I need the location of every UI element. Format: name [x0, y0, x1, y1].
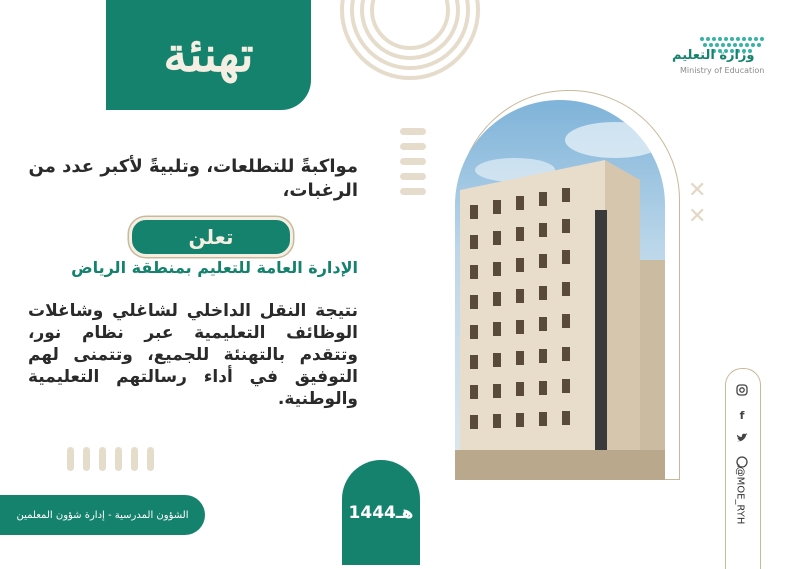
ministry-name-en: Ministry of Education — [680, 66, 765, 75]
intro-text: مواكبةً للتطلعات، وتلبيةً لأكبر عدد من الرغبات، — [28, 156, 358, 201]
instagram-icon[interactable] — [734, 384, 750, 400]
page-title: تهنئة — [163, 27, 254, 83]
decorative-crosses: ✕ ✕ — [688, 178, 707, 229]
building-photo — [455, 100, 665, 480]
social-handle-container — [728, 440, 752, 560]
year-text: 1444هـ — [348, 502, 414, 523]
footer-badge — [0, 495, 205, 535]
year-badge — [342, 460, 420, 565]
decorative-lines — [400, 128, 426, 203]
announce-label: تعلن — [188, 225, 234, 249]
body-text: نتيجة النقل الداخلي لشاغلي وشاغلات الوظائف التعليمية عبر نظام نور، وتتقدم بالتهنئة للجميع، وتتمنى لهم التوفيق في أداء رسالتهم التعليمية والوطنية. — [28, 301, 358, 409]
social-handle[interactable]: @MOE_RYH — [734, 466, 746, 525]
decorative-rings — [340, 0, 480, 80]
building-illustration — [455, 100, 665, 480]
ministry-name-ar: وزارة التعليم — [672, 48, 755, 63]
department-name: الإدارة العامة للتعليم بمنطقة الرياض — [71, 258, 358, 277]
title-banner — [106, 0, 311, 110]
announce-badge — [129, 217, 293, 257]
decorative-lines-bottom — [67, 447, 154, 471]
footer-text: الشؤون المدرسية - إدارة شؤون المعلمين — [16, 509, 189, 521]
facebook-icon[interactable]: f — [739, 409, 745, 422]
